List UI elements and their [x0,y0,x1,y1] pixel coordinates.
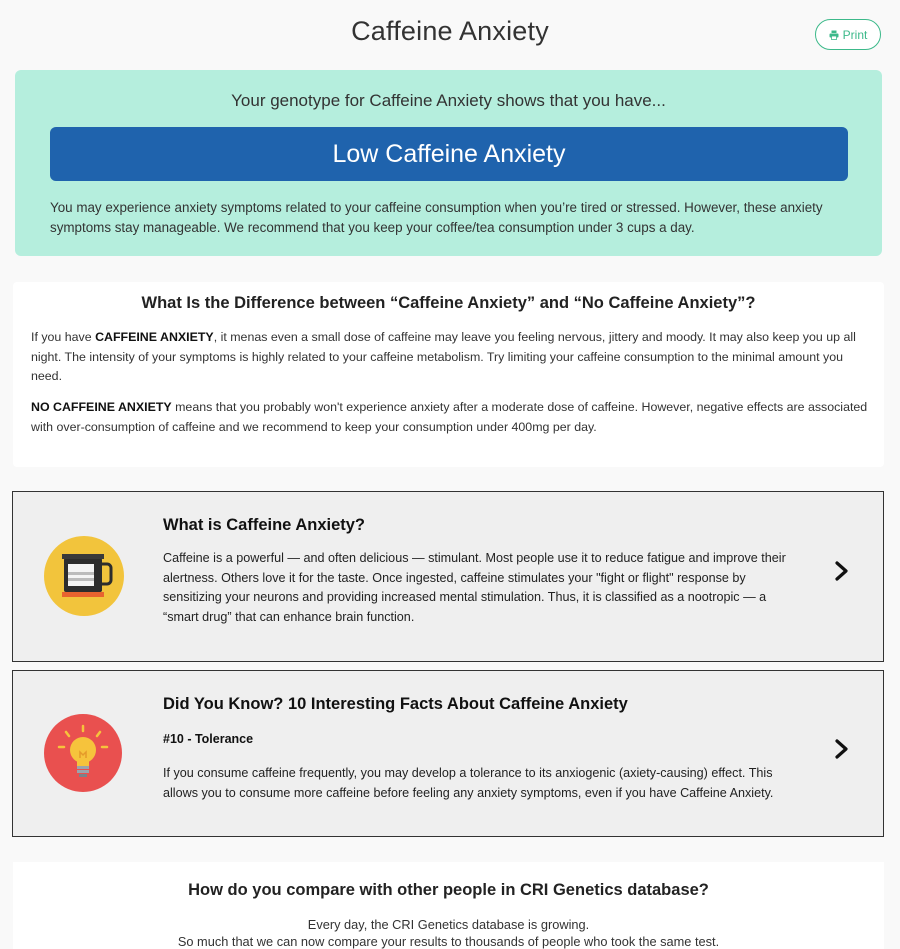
result-panel [15,70,882,256]
card-body: Caffeine is a powerful — and often delicious — stimulant. Most people use it to reduce fatigue and improve their alertness. Others love it for the taste. Once ingested, caffeine stimulates your "fight or flight" response by sensitizing your neurons and providing increased mental stimulation. Thus, it is classified as a nootropic — a “smart drug” that can enhance brain function. [163,551,786,624]
what-is-caffeine-anxiety-card[interactable] [12,491,884,662]
chevron-right-icon[interactable] [831,738,853,760]
p1-prefix: If you have [31,330,96,344]
card-body: If you consume caffeine frequently, you may develop a tolerance to its anxiogenic (axiety-causing) effect. This allows you to consume more caffeine before feeling any anxiety symptoms, even if you have Caffeine Anxiety. [163,766,774,800]
difference-card [13,282,884,467]
result-description: You may experience anxiety symptoms related to your caffeine consumption when you’re tired or stressed. However, these anxiety symptoms stay manageable. We recommend that you keep your coffee/tea consumption under 3 cups a day. [50,200,823,235]
page-title: Caffeine Anxiety [351,16,549,46]
lightbulb-icon [44,714,122,792]
card-title: What is Caffeine Anxiety? [163,516,366,534]
card-title: Did You Know? 10 Interesting Facts About Caffeine Anxiety [163,695,628,713]
printer-icon [829,30,839,40]
interesting-facts-card[interactable] [12,670,884,837]
p1-text: , it menas even a small dose of caffeine may leave you feeling nervous, jittery and moody. It may also keep you up all night. The intensity of your symptoms is highly related to your caffeine metabolism. Try limiting your caffeine consumption to the minimal amount you need. [31,330,856,383]
compare-line-2: So much that we can now compare your results to thousands of people who took the same test. [177,934,720,949]
compare-title: How do you compare with other people in CRI Genetics database? [188,881,709,899]
result-lead-text: Your genotype for Caffeine Anxiety shows that you have... [231,91,666,110]
coffee-maker-icon [44,536,124,616]
caffeine-anxiety-paragraph [31,328,871,387]
p2-bold-term: NO CAFFEINE ANXIETY [31,400,172,414]
p1-bold-term: CAFFEINE ANXIETY [95,330,214,344]
fact-subtitle: #10 - Tolerance [163,732,254,746]
p2-text: means that you probably won't experience anxiety after a moderate dose of caffeine. However, negative effects are associated with over-consumption of caffeine and we recommend to keep your consumption under 400mg per day. [31,400,868,434]
compare-line-1: Every day, the CRI Genetics database is growing. [307,917,590,932]
result-badge: Low Caffeine Anxiety [50,127,848,181]
print-label: Print [842,27,868,42]
difference-title: What Is the Difference between “Caffeine Anxiety” and “No Caffeine Anxiety”? [141,294,756,312]
compare-section [13,862,884,949]
print-button[interactable] [815,19,881,50]
chevron-right-icon[interactable] [831,560,853,582]
no-caffeine-anxiety-paragraph [31,398,871,437]
